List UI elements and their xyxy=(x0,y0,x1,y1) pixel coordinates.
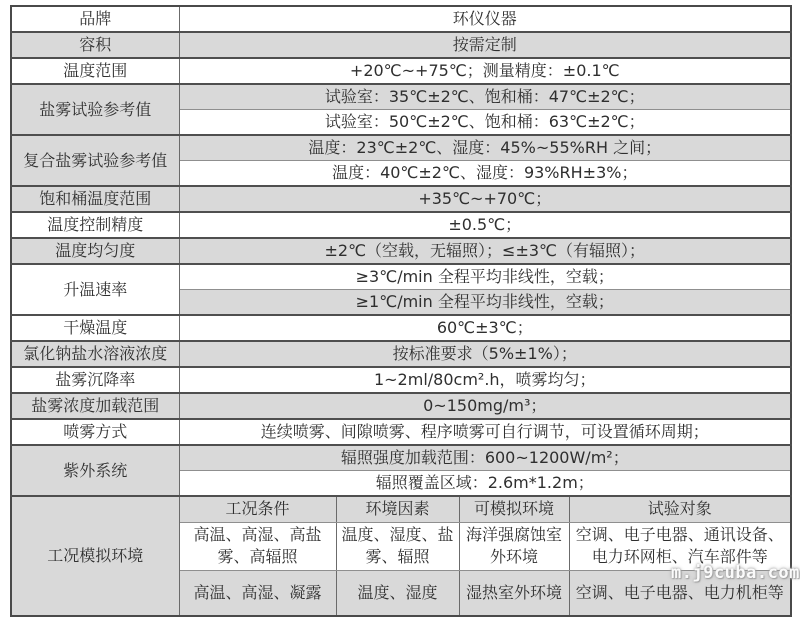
row-label: 盐雾沉降率 xyxy=(11,367,179,393)
sim-col-header: 工况条件 xyxy=(179,496,336,522)
row-value: ≥3℃/min 全程平均非线性，空载； xyxy=(179,264,791,290)
row-value: 0~150mg/m³； xyxy=(179,393,791,419)
row-label: 氯化钠盐水溶液浓度 xyxy=(11,341,179,367)
spec-row-temp-control xyxy=(11,212,791,238)
spec-row-brand xyxy=(11,6,791,32)
row-label: 升温速率 xyxy=(11,264,179,315)
sim-cell: 空调、电子电器、通讯设备、电力环网柜、汽车部件等 xyxy=(569,522,791,570)
sim-cell: 高温、高湿、凝露 xyxy=(179,570,336,616)
row-label: 复合盐雾试验参考值 xyxy=(11,135,179,186)
sim-cell: 湿热室外环境 xyxy=(459,570,569,616)
spec-row-barrel-temp xyxy=(11,186,791,212)
row-value: 辐照覆盖区域：2.6m*1.2m； xyxy=(179,471,791,497)
spec-row-uv-system xyxy=(11,445,791,471)
row-label: 盐雾浓度加载范围 xyxy=(11,393,179,419)
sim-cell: 高温、高湿、高盐雾、高辐照 xyxy=(179,522,336,570)
row-value: 按需定制 xyxy=(179,32,791,58)
row-label: 容积 xyxy=(11,32,179,58)
spec-table xyxy=(10,5,792,617)
sim-cell: 温度、湿度、盐雾、辐照 xyxy=(336,522,459,570)
row-value: 连续喷雾、间隙喷雾、程序喷雾可自行调节，可设置循环周期； xyxy=(179,419,791,445)
spec-row-nacl-concentration xyxy=(11,341,791,367)
row-label: 紫外系统 xyxy=(11,445,179,496)
row-label: 喷雾方式 xyxy=(11,419,179,445)
row-value: 试验室：35℃±2℃、饱和桶：47℃±2℃； xyxy=(179,84,791,110)
row-value: 温度：40℃±2℃、湿度：93%RH±3%； xyxy=(179,161,791,187)
spec-row-spray-mode xyxy=(11,419,791,445)
sim-cell: 空调、电子电器、电力机柜等 xyxy=(569,570,791,616)
row-label: 饱和桶温度范围 xyxy=(11,186,179,212)
row-value: 辐照强度加载范围：600~1200W/m²； xyxy=(179,445,791,471)
row-value: ±0.5℃； xyxy=(179,212,791,238)
sim-col-header: 环境因素 xyxy=(336,496,459,522)
row-value: ≥1℃/min 全程平均非线性，空载； xyxy=(179,290,791,316)
row-label: 工况模拟环境 xyxy=(11,496,179,616)
row-value: 60℃±3℃； xyxy=(179,315,791,341)
spec-row-composite-ref xyxy=(11,135,791,161)
row-value: 环仪仪器 xyxy=(179,6,791,32)
row-label: 品牌 xyxy=(11,6,179,32)
row-value: +35℃~+70℃； xyxy=(179,186,791,212)
row-label: 温度均匀度 xyxy=(11,238,179,264)
spec-row-dry-temp xyxy=(11,315,791,341)
watermark: m.j9cuba.com xyxy=(671,563,800,583)
spec-row-heatup-rate xyxy=(11,264,791,290)
spec-row-temp-range xyxy=(11,58,791,84)
spec-row-concentration-range xyxy=(11,393,791,419)
row-value: +20℃~+75℃；测量精度：±0.1℃ xyxy=(179,58,791,84)
simulation-header-row xyxy=(11,496,791,522)
spec-row-salt-spray-ref xyxy=(11,84,791,110)
spec-row-settlement-rate xyxy=(11,367,791,393)
spec-row-uniformity xyxy=(11,238,791,264)
row-label: 温度控制精度 xyxy=(11,212,179,238)
row-value: 1~2ml/80cm².h，喷雾均匀； xyxy=(179,367,791,393)
row-label: 温度范围 xyxy=(11,58,179,84)
row-value: ±2℃（空载，无辐照）；≤±3℃（有辐照）； xyxy=(179,238,791,264)
spec-row-volume xyxy=(11,32,791,58)
sim-cell: 温度、湿度 xyxy=(336,570,459,616)
row-value: 试验室：50℃±2℃、饱和桶：63℃±2℃； xyxy=(179,110,791,136)
sim-cell: 海洋强腐蚀室外环境 xyxy=(459,522,569,570)
sim-col-header: 试验对象 xyxy=(569,496,791,522)
row-label: 盐雾试验参考值 xyxy=(11,84,179,135)
row-value: 按标准要求（5%±1%）； xyxy=(179,341,791,367)
sim-col-header: 可模拟环境 xyxy=(459,496,569,522)
row-value: 温度：23℃±2℃、湿度：45%~55%RH 之间； xyxy=(179,135,791,161)
row-label: 干燥温度 xyxy=(11,315,179,341)
